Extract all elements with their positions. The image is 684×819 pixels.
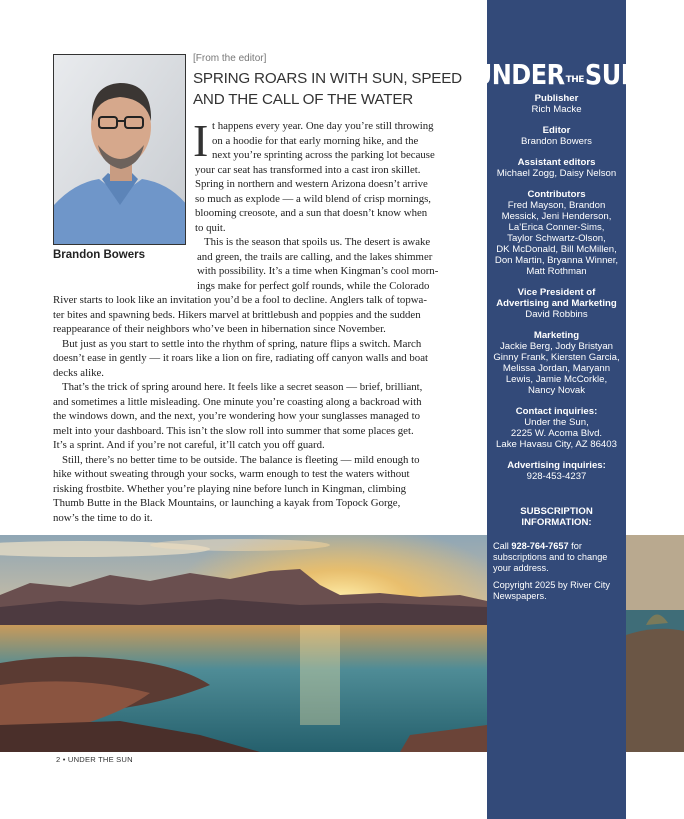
masthead-value: Nancy Novak bbox=[527, 385, 586, 396]
body-line: and green, the trails are calling, and the lakes shimmer bbox=[197, 250, 433, 263]
lake-sunset-illustration bbox=[0, 535, 487, 752]
logo-sun: SUN bbox=[584, 58, 641, 92]
masthead-heading: Contributors bbox=[527, 189, 586, 200]
masthead-value: La’Erica Conner-Sims, bbox=[508, 222, 605, 233]
masthead-vp-advertising bbox=[487, 287, 626, 320]
masthead-contact bbox=[487, 406, 626, 450]
masthead-value: Brandon Bowers bbox=[521, 136, 592, 147]
masthead-value: Ginny Frank, Kiersten Garcia, bbox=[493, 352, 620, 363]
body-line: That’s the trick of spring around here. It feels like a secret season — brief, brilliant, bbox=[62, 381, 423, 393]
copyright-line: Copyright 2025 by River City bbox=[493, 580, 610, 590]
masthead-value: Matt Rothman bbox=[526, 266, 587, 277]
body-line: It’s a sprint. And if you’re not careful, it’ll catch you off guard. bbox=[53, 439, 325, 451]
subscription-heading bbox=[487, 506, 626, 528]
copyright-line: Newspapers. bbox=[493, 591, 547, 601]
masthead-value: Melissa Jordan, Maryann bbox=[502, 363, 611, 374]
subscription-line: subscriptions and to change bbox=[493, 552, 608, 562]
lake-edge-illustration bbox=[626, 535, 684, 752]
subscription-info bbox=[487, 541, 626, 574]
masthead-publisher bbox=[487, 93, 626, 115]
page-footer: 2 • UNDER THE SUN bbox=[56, 755, 133, 764]
body-line: melt into your dashboard. This isn’t the slow roll into summer that some places get. bbox=[53, 424, 414, 437]
article-headline bbox=[193, 68, 463, 110]
masthead-value: Don Martin, Bryanna Winner, bbox=[494, 255, 619, 266]
headline-line-2: AND THE CALL OF THE WATER bbox=[193, 91, 414, 108]
masthead-heading: Publisher bbox=[534, 93, 579, 104]
masthead-value: DK McDonald, Bill McMillen, bbox=[496, 244, 617, 255]
body-line: doesn’t ease in gently — it roars like a lion on fire, radiating off canyon walls and boat bbox=[53, 352, 428, 364]
masthead-value: 928-453-4237 bbox=[526, 471, 587, 482]
photo-caption: Brandon Bowers bbox=[53, 249, 146, 261]
body-line: hike without sweating through your socks, warm enough to test the waters without bbox=[53, 468, 410, 480]
masthead-heading: Assistant editors bbox=[517, 157, 596, 168]
masthead-value: Michael Zogg, Daisy Nelson bbox=[496, 168, 617, 179]
masthead-sidebar bbox=[472, 0, 641, 819]
body-line: on a hoodie for that early morning hike, and the bbox=[212, 134, 419, 147]
body-line: so much as explode — a wild blend of crisp mornings, bbox=[195, 192, 431, 205]
copyright-notice bbox=[487, 580, 626, 602]
masthead-editor bbox=[487, 125, 626, 147]
masthead-heading: Editor bbox=[542, 125, 571, 136]
body-line: blooming creosote, and a sun that doesn’t know when bbox=[195, 207, 428, 219]
body-line: This is the season that spoils us. The desert is awake bbox=[204, 236, 431, 248]
subscription-heading-line: SUBSCRIPTION bbox=[520, 506, 593, 517]
headline-line-1: SPRING ROARS IN WITH SUN, SPEED bbox=[193, 70, 462, 87]
body-line: and sometimes a little misleading. One minute you’re coasting along a backroad with bbox=[53, 395, 422, 408]
editor-photo bbox=[53, 54, 186, 245]
masthead-value: Taylor Schwartz-Olson, bbox=[507, 233, 606, 244]
lake-sunset-photo-edge bbox=[626, 535, 684, 752]
body-line: ings make for perfect golf rounds, while the Colorado bbox=[197, 279, 430, 292]
logo-under: UNDER bbox=[472, 58, 565, 92]
subscription-line: your address. bbox=[493, 563, 549, 573]
masthead-assistant-editors bbox=[487, 157, 626, 179]
masthead-value: Jackie Berg, Jody Bristyan bbox=[499, 341, 614, 352]
sub-for-text: for bbox=[571, 541, 582, 551]
section-kicker: [From the editor] bbox=[193, 53, 267, 64]
masthead-value: Fred Mayson, Brandon bbox=[507, 200, 606, 211]
under-the-sun-logo bbox=[472, 57, 641, 92]
masthead-value: David Robbins bbox=[525, 309, 588, 320]
body-line: to quit. bbox=[195, 221, 226, 234]
masthead-value: Lake Havasu City, AZ 86403 bbox=[496, 439, 617, 450]
masthead-advertising bbox=[487, 460, 626, 482]
body-line: risking frostbite. Whether you’re playing nine before lunch in Kingman, climbing bbox=[53, 482, 407, 495]
body-line: t happens every year. One day you’re still throwing bbox=[212, 120, 434, 132]
masthead-value: 2225 W. Acoma Blvd. bbox=[510, 428, 603, 439]
masthead-heading: Vice President of bbox=[517, 287, 596, 298]
masthead-value: Lewis, Jamie McCorkle, bbox=[505, 374, 608, 385]
body-line: now’s the time to do it. bbox=[53, 511, 153, 524]
editor-portrait bbox=[54, 55, 186, 245]
body-line: Thumb Butte in the Black Mountains, or launching a kayak from Topock Gorge, bbox=[53, 497, 401, 509]
masthead-heading: Advertising and Marketing bbox=[496, 298, 617, 309]
body-line: Spring in northern and western Arizona doesn’t arrive bbox=[195, 178, 428, 190]
body-line: But just as you start to settle into the rhythm of spring, nature flips a switch. March bbox=[62, 337, 422, 350]
body-line: the windows down, and the next, you’re wondering how your sunglasses managed to bbox=[53, 410, 421, 422]
subscription-heading-line: INFORMATION: bbox=[521, 517, 592, 528]
body-line: your car seat has transformed into a cast iron skillet. bbox=[195, 163, 421, 176]
masthead-value: Messick, Jeni Henderson, bbox=[501, 211, 612, 222]
body-line: next you’re sprinting across the parking lot because bbox=[212, 149, 435, 161]
body-line: Still, there’s no better time to be outside. The balance is fleeting — mild enough to bbox=[62, 453, 420, 466]
masthead-heading: Advertising inquiries: bbox=[507, 460, 606, 471]
lake-sunset-photo bbox=[0, 535, 487, 752]
logo-the: THE bbox=[565, 75, 584, 85]
body-line: River starts to look like an invitation you’d be a fool to decline. Anglers talk of topwa- bbox=[53, 294, 427, 306]
masthead-marketing bbox=[487, 330, 626, 396]
subscription-phone: 928-764-7657 bbox=[511, 541, 569, 551]
masthead-heading: Marketing bbox=[533, 330, 580, 341]
masthead-value: Rich Macke bbox=[531, 104, 582, 115]
drop-cap: I bbox=[193, 115, 209, 166]
masthead-contributors bbox=[487, 189, 626, 277]
masthead-heading: Contact inquiries: bbox=[515, 406, 598, 417]
body-line: decks alike. bbox=[53, 366, 104, 379]
body-line: with possibility. It’s a time when Kingman’s cool morn- bbox=[197, 265, 439, 277]
masthead-value: Under the Sun, bbox=[524, 417, 589, 428]
body-line: reappearance of their neighbors who’ve been in hibernation since November. bbox=[53, 323, 386, 335]
body-line: ter bites and spawning beds. Hikers marvel at brittlebush and poppies and the sudden bbox=[53, 308, 421, 321]
subscription-line bbox=[493, 541, 620, 552]
sub-call-text: Call bbox=[493, 541, 509, 551]
